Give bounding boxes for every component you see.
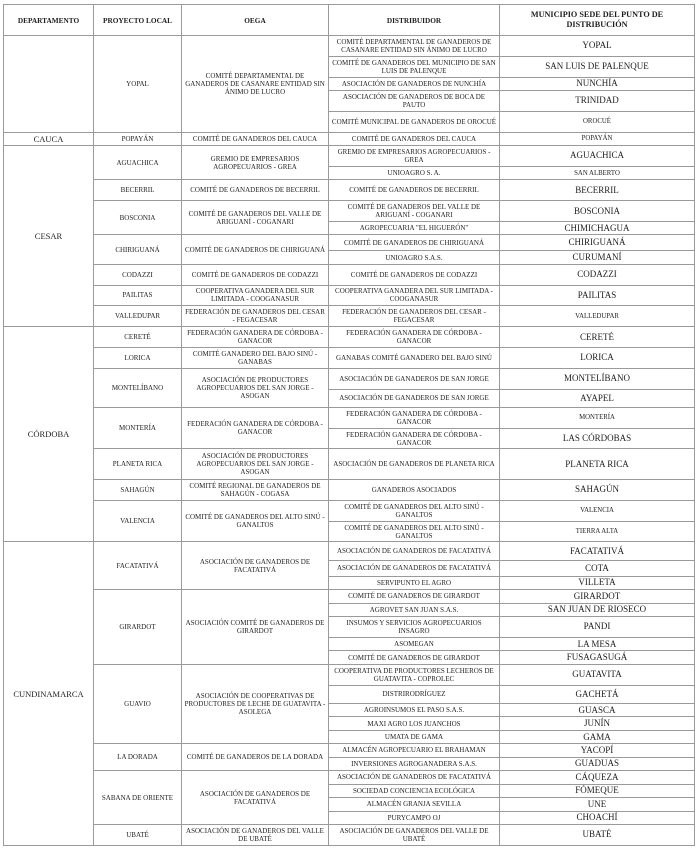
distribuidor-cell: ASOCIACIÓN DE GANADEROS DE NUNCHÍA: [329, 77, 500, 90]
header-oega: OEGA: [182, 5, 329, 36]
distribuidor-cell: DISTRIRODRÍGUEZ: [329, 685, 500, 703]
municipio-cell: SAN JUAN DE RIOSECO: [500, 603, 695, 616]
oega-cell: ASOCIACIÓN DE GANADEROS DEL VALLE DE UBATÉ: [182, 824, 329, 845]
municipio-cell: PANDI: [500, 617, 695, 638]
header-municipio: MUNICIPIO SEDE DEL PUNTO DE DISTRIBUCIÓN: [500, 5, 695, 36]
municipio-cell: GIRARDOT: [500, 590, 695, 603]
header-proyecto-local: PROYECTO LOCAL: [94, 5, 182, 36]
oega-cell: ASOCIACIÓN DE PRODUCTORES AGROPECUARIOS DEL SAN JORGE - ASOGAN: [182, 368, 329, 407]
proyecto-local-cell: UBATÉ: [94, 824, 182, 845]
municipio-cell: CURUMANÍ: [500, 251, 695, 264]
departamento-cell: CUNDINAMARCA: [4, 542, 94, 846]
distribuidor-cell: SERVIPUNTO EL AGRO: [329, 576, 500, 589]
table-row: [4, 407, 695, 428]
proyecto-local-cell: POPAYÁN: [94, 132, 182, 145]
oega-cell: COMITÉ DE GANADEROS DE CODAZZI: [182, 264, 329, 285]
proyecto-local-cell: LA DORADA: [94, 744, 182, 771]
proyecto-local-cell: VALENCIA: [94, 500, 182, 542]
distribuidor-cell: UMATA DE GAMA: [329, 730, 500, 743]
table-row: [4, 542, 695, 560]
distribuidor-cell: MAXI AGRO LOS JUANCHOS: [329, 717, 500, 730]
municipio-cell: VILLETA: [500, 576, 695, 589]
distribuidor-cell: ASOCIACIÓN DE GANADEROS DE SAN JORGE: [329, 368, 500, 389]
table-row: [4, 306, 695, 327]
municipio-cell: LA MESA: [500, 637, 695, 650]
oega-cell: COMITÉ DE GANADEROS DEL CAUCA: [182, 132, 329, 145]
municipio-cell: OROCUÉ: [500, 111, 695, 132]
distribuidor-cell: ASOCIACIÓN DE GANADEROS DE FACATATIVÁ: [329, 560, 500, 576]
municipio-cell: GUADUAS: [500, 757, 695, 770]
oega-cell: FEDERACIÓN GANADERA DE CÓRDOBA - GANACOR: [182, 407, 329, 449]
oega-cell: ASOCIACIÓN DE PRODUCTORES AGROPECUARIOS DEL SAN JORGE - ASOGAN: [182, 449, 329, 480]
municipio-cell: CHIMICHAGUA: [500, 221, 695, 234]
oega-cell: COMITÉ DE GANADEROS DE BECERRIL: [182, 180, 329, 201]
municipio-cell: SAN ALBERTO: [500, 166, 695, 179]
distribuidor-cell: GANABAS COMITÉ GANADERO DEL BAJO SINÚ: [329, 347, 500, 368]
oega-cell: COMITÉ DE GANADEROS DEL ALTO SINÚ - GANALTOS: [182, 500, 329, 542]
municipio-cell: AGUACHICA: [500, 146, 695, 167]
proyecto-local-cell: GUAVIO: [94, 664, 182, 744]
distribuidor-cell: ASOCIACIÓN DE GANADEROS DE PLANETA RICA: [329, 449, 500, 480]
oega-cell: COMITÉ DE GANADEROS DEL VALLE DE ARIGUANÍ - COGANARI: [182, 201, 329, 235]
distribuidor-cell: COMITÉ DE GANADEROS DEL ALTO SINÚ - GANALTOS: [329, 500, 500, 521]
table-row: [4, 327, 695, 348]
municipio-cell: GAMA: [500, 730, 695, 743]
table-row: [4, 146, 695, 167]
distribuidor-cell: COMITÉ DE GANADEROS DE CODAZZI: [329, 264, 500, 285]
municipio-cell: SAN LUIS DE PALENQUE: [500, 56, 695, 77]
proyecto-local-cell: MONTERÍA: [94, 407, 182, 449]
proyecto-local-cell: CODAZZI: [94, 264, 182, 285]
departamento-cell: CÓRDOBA: [4, 327, 94, 542]
municipio-cell: GUASCA: [500, 703, 695, 716]
distribuidor-cell: COMITÉ DE GANADEROS DEL ALTO SINÚ - GANALTOS: [329, 521, 500, 542]
distribuidor-cell: COMITÉ DE GANADEROS DE BECERRIL: [329, 180, 500, 201]
municipio-cell: MONTERÍA: [500, 407, 695, 428]
table-row: [4, 36, 695, 57]
proyecto-local-cell: SAHAGÚN: [94, 480, 182, 501]
oega-cell: ASOCIACIÓN DE GANADEROS DE FACATATIVÁ: [182, 542, 329, 590]
distribuidor-cell: COMITÉ MUNICIPAL DE GANADEROS DE OROCUÉ: [329, 111, 500, 132]
proyecto-local-cell: CERETÉ: [94, 327, 182, 348]
distribuidor-cell: FEDERACIÓN GANADERA DE CÓRDOBA - GANACOR: [329, 327, 500, 348]
departamento-cell: CAUCA: [4, 132, 94, 145]
table-row: [4, 771, 695, 784]
municipio-cell: CODAZZI: [500, 264, 695, 285]
table-row: [4, 500, 695, 521]
municipio-cell: NUNCHÍA: [500, 77, 695, 90]
municipio-cell: YOPAL: [500, 36, 695, 57]
distribuidor-cell: INSUMOS Y SERVICIOS AGROPECUARIOS INSAGRO: [329, 617, 500, 638]
municipio-cell: PAILITAS: [500, 285, 695, 306]
proyecto-local-cell: CHIRIGUANÁ: [94, 235, 182, 264]
departamento-cell: CESAR: [4, 146, 94, 327]
distribuidor-cell: COMITÉ DE GANADEROS DE GIRARDOT: [329, 590, 500, 603]
proyecto-local-cell: GIRARDOT: [94, 590, 182, 665]
header-departamento: DEPARTAMENTO: [4, 5, 94, 36]
municipio-cell: MONTELÍBANO: [500, 368, 695, 389]
oega-cell: ASOCIACIÓN COMITÉ DE GANADEROS DE GIRARDOT: [182, 590, 329, 665]
municipio-cell: UBATÉ: [500, 824, 695, 845]
distribuidor-cell: COMITÉ DE GANADEROS DE CHIRIGUANÁ: [329, 235, 500, 251]
distribuidor-cell: ASOCIACIÓN DE GANADEROS DEL VALLE DE UBATÉ: [329, 824, 500, 845]
municipio-cell: CHOACHÍ: [500, 811, 695, 824]
table-row: [4, 201, 695, 222]
departamento-cell: [4, 36, 94, 133]
municipio-cell: LORICA: [500, 347, 695, 368]
oega-cell: ASOCIACIÓN DE GANADEROS DE FACATATIVÁ: [182, 771, 329, 825]
distribuidor-cell: AGROPECUARIA "EL HIGUERÓN": [329, 221, 500, 234]
table-row: [4, 368, 695, 389]
distribuidor-cell: ASOCIACIÓN DE GANADEROS DE SAN JORGE: [329, 389, 500, 407]
distribuidor-cell: COOPERATIVA GANADERA DEL SUR LIMITADA - COOGANASUR: [329, 285, 500, 306]
header-row: [4, 5, 695, 36]
distribuidor-cell: ALMACÉN GRANJA SEVILLA: [329, 798, 500, 811]
distribuidor-cell: FEDERACIÓN GANADERA DE CÓRDOBA - GANACOR: [329, 428, 500, 449]
distribuidor-cell: COMITÉ DE GANADEROS DE GIRARDOT: [329, 651, 500, 664]
oega-cell: GREMIO DE EMPRESARIOS AGROPECUARIOS - GREA: [182, 146, 329, 180]
distribuidor-cell: COMITÉ DE GANADEROS DEL MUNICIPIO DE SAN LUIS DE PALENQUE: [329, 56, 500, 77]
proyecto-local-cell: MONTELÍBANO: [94, 368, 182, 407]
distribuidor-cell: AGROVET SAN JUAN S.A.S.: [329, 603, 500, 616]
oega-cell: FEDERACIÓN GANADERA DE CÓRDOBA - GANACOR: [182, 327, 329, 348]
distribuidor-cell: FEDERACIÓN DE GANADEROS DEL CESAR - FEGACESAR: [329, 306, 500, 327]
municipio-cell: TRINIDAD: [500, 91, 695, 112]
header-distribuidor: DISTRIBUIDOR: [329, 5, 500, 36]
table-row: [4, 285, 695, 306]
oega-cell: COMITÉ GANADERO DEL BAJO SINÚ - GANABAS: [182, 347, 329, 368]
municipio-cell: CÁQUEZA: [500, 771, 695, 784]
distribuidor-cell: INVERSIONES AGROGANADERA S.A.S.: [329, 757, 500, 770]
table-row: [4, 480, 695, 501]
distribuidor-cell: COMITÉ DE GANADEROS DEL VALLE DE ARIGUANÍ - COGANARI: [329, 201, 500, 222]
proyecto-local-cell: AGUACHICA: [94, 146, 182, 180]
municipio-cell: BOSCONIA: [500, 201, 695, 222]
proyecto-local-cell: LORICA: [94, 347, 182, 368]
distribuidor-cell: ASOCIACIÓN DE GANADEROS DE FACATATIVÁ: [329, 771, 500, 784]
distribuidor-cell: COMITÉ DE GANADEROS DEL CAUCA: [329, 132, 500, 145]
table-row: [4, 590, 695, 603]
oega-cell: COMITÉ DEPARTAMENTAL DE GANADEROS DE CASANARE ENTIDAD SIN ÁNIMO DE LUCRO: [182, 36, 329, 133]
distribuidor-cell: UNIOAGRO S. A.: [329, 166, 500, 179]
municipio-cell: YACOPÍ: [500, 744, 695, 757]
oega-cell: COMITÉ DE GANADEROS DE CHIRIGUANÁ: [182, 235, 329, 264]
distribuidor-cell: PURYCAMPO OJ: [329, 811, 500, 824]
oega-cell: COMITÉ DE GANADEROS DE LA DORADA: [182, 744, 329, 771]
table-row: [4, 824, 695, 845]
municipio-cell: GACHETÁ: [500, 685, 695, 703]
distribuidor-cell: GANADEROS ASOCIADOS: [329, 480, 500, 501]
municipio-cell: VALLEDUPAR: [500, 306, 695, 327]
proyecto-local-cell: SABANA DE ORIENTE: [94, 771, 182, 825]
table-row: [4, 664, 695, 685]
oega-cell: FEDERACIÓN DE GANADEROS DEL CESAR - FEGACESAR: [182, 306, 329, 327]
distribuidor-cell: COOPERATIVA DE PRODUCTORES LECHEROS DE GUATAVITA - COPROLEC: [329, 664, 500, 685]
oega-cell: COOPERATIVA GANADERA DEL SUR LIMITADA - COOGANASUR: [182, 285, 329, 306]
table-row: [4, 132, 695, 145]
municipio-cell: UNE: [500, 798, 695, 811]
proyecto-local-cell: BECERRIL: [94, 180, 182, 201]
municipio-cell: FÓMEQUE: [500, 784, 695, 797]
distribuidor-cell: AGROINSUMOS EL PASO S.A.S.: [329, 703, 500, 716]
distribution-table: [3, 4, 695, 846]
municipio-cell: VALENCIA: [500, 500, 695, 521]
proyecto-local-cell: VALLEDUPAR: [94, 306, 182, 327]
table-row: [4, 180, 695, 201]
table-row: [4, 235, 695, 251]
municipio-cell: CHIRIGUANÁ: [500, 235, 695, 251]
distribuidor-cell: ASOCIACIÓN DE GANADEROS DE FACATATIVÁ: [329, 542, 500, 560]
municipio-cell: COTA: [500, 560, 695, 576]
table-row: [4, 347, 695, 368]
distribuidor-cell: COMITÉ DEPARTAMENTAL DE GANADEROS DE CASANARE ENTIDAD SIN ÁNIMO DE LUCRO: [329, 36, 500, 57]
table-row: [4, 264, 695, 285]
table-row: [4, 449, 695, 480]
distribuidor-cell: UNIOAGRO S.A.S.: [329, 251, 500, 264]
distribuidor-cell: FEDERACIÓN GANADERA DE CÓRDOBA - GANACOR: [329, 407, 500, 428]
municipio-cell: PLANETA RICA: [500, 449, 695, 480]
municipio-cell: SAHAGÚN: [500, 480, 695, 501]
municipio-cell: FACATATIVÁ: [500, 542, 695, 560]
oega-cell: ASOCIACIÓN DE COOPERATIVAS DE PRODUCTORES DE LECHE DE GUATAVITA - ASOLEGA: [182, 664, 329, 744]
distribuidor-cell: ALMACÉN AGROPECUARIO EL BRAHAMAN: [329, 744, 500, 757]
distribuidor-cell: SOCIEDAD CONCIENCIA ECOLÓGICA: [329, 784, 500, 797]
municipio-cell: LAS CÓRDOBAS: [500, 428, 695, 449]
municipio-cell: JUNÍN: [500, 717, 695, 730]
proyecto-local-cell: FACATATIVÁ: [94, 542, 182, 590]
distribuidor-cell: ASOCIACIÓN DE GANADEROS DE BOCA DE PAUTO: [329, 91, 500, 112]
distribuidor-cell: GREMIO DE EMPRESARIOS AGROPECUARIOS - GREA: [329, 146, 500, 167]
table-row: [4, 744, 695, 757]
municipio-cell: TIERRA ALTA: [500, 521, 695, 542]
municipio-cell: GUATAVITA: [500, 664, 695, 685]
proyecto-local-cell: PLANETA RICA: [94, 449, 182, 480]
municipio-cell: CERETÉ: [500, 327, 695, 348]
proyecto-local-cell: BOSCONIA: [94, 201, 182, 235]
municipio-cell: BECERRIL: [500, 180, 695, 201]
proyecto-local-cell: PAILITAS: [94, 285, 182, 306]
oega-cell: COMITÉ REGIONAL DE GANADEROS DE SAHAGÚN - COGASA: [182, 480, 329, 501]
municipio-cell: AYAPEL: [500, 389, 695, 407]
proyecto-local-cell: YOPAL: [94, 36, 182, 133]
distribuidor-cell: ASOMEGAN: [329, 637, 500, 650]
municipio-cell: FUSAGASUGÁ: [500, 651, 695, 664]
municipio-cell: POPAYÁN: [500, 132, 695, 145]
